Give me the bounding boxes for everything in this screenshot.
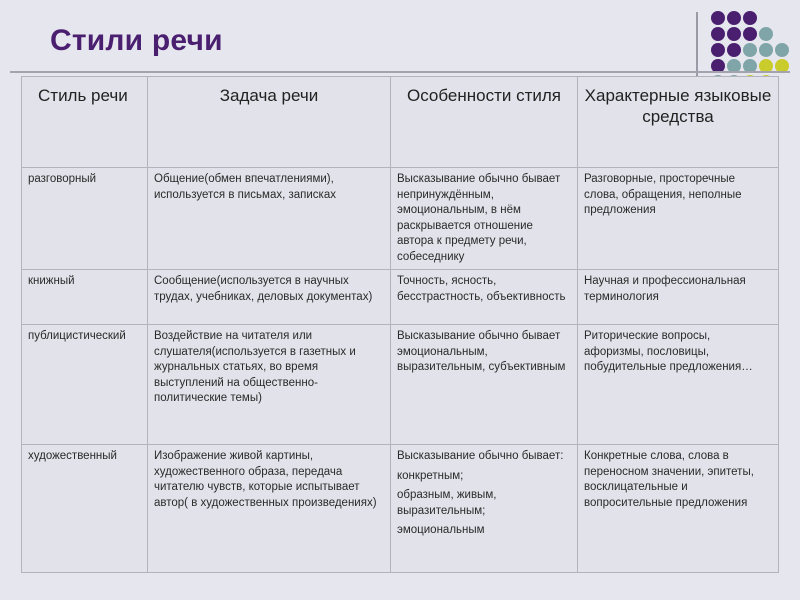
task-cell: Сообщение(используется в научных трудах, учебниках, деловых документах) <box>148 270 391 325</box>
slide-title: Стили речи <box>50 24 223 57</box>
header-means: Характерные языковые средства <box>578 77 779 168</box>
task-cell: Воздействие на читателя или слушателя(используется в газетных и журнальных статьях, во время выступлений на общественно-политические темы) <box>148 325 391 445</box>
table-row <box>22 445 779 573</box>
title-divider <box>10 71 790 73</box>
features-line: образным, живым, выразительным; <box>397 489 497 517</box>
speech-styles-table <box>21 76 779 573</box>
style-cell: книжный <box>22 270 148 325</box>
purple-dot <box>727 11 741 25</box>
header-style: Стиль речи <box>22 77 148 168</box>
style-cell: разговорный <box>22 168 148 270</box>
purple-dot <box>711 11 725 25</box>
task-cell: Общение(обмен впечатлениями), используется в письмах, записках <box>148 168 391 270</box>
purple-dot <box>727 27 741 41</box>
purple-dot <box>743 11 757 25</box>
teal-dot <box>759 43 773 57</box>
table-row <box>22 168 779 270</box>
table-header-row <box>22 77 779 168</box>
style-cell: художественный <box>22 445 148 573</box>
features-cell <box>391 445 578 573</box>
means-cell: Научная и профессиональная терминология <box>578 270 779 325</box>
purple-dot <box>727 43 741 57</box>
features-line: эмоциональным <box>397 524 485 536</box>
purple-dot <box>743 27 757 41</box>
means-cell: Риторические вопросы, афоризмы, пословицы, побудительные предложения… <box>578 325 779 445</box>
teal-dot <box>775 43 789 57</box>
purple-dot <box>711 43 725 57</box>
features-line: конкретным; <box>397 469 464 482</box>
features-cell: Высказывание обычно бывает эмоциональным, выразительным, субъективным <box>391 325 578 445</box>
table-row <box>22 325 779 445</box>
means-cell: Конкретные слова, слова в переносном значении, эпитеты, восклицательные и вопросительные предложения <box>578 445 779 573</box>
style-cell: публицистический <box>22 325 148 445</box>
teal-dot <box>759 27 773 41</box>
features-cell: Высказывание обычно бывает непринуждённым, эмоциональным, в нём раскрывается отношение автора к предмету речи, собеседнику <box>391 168 578 270</box>
features-line: Высказывание обычно бывает: <box>397 450 564 462</box>
table-row <box>22 270 779 325</box>
purple-dot <box>711 27 725 41</box>
header-features: Особенности стиля <box>391 77 578 168</box>
means-cell: Разговорные, просторечные слова, обращения, неполные предложения <box>578 168 779 270</box>
teal-dot <box>743 43 757 57</box>
task-cell: Изображение живой картины, художественного образа, передача читателю чувств, которые испытывает автор( в художественных произведениях) <box>148 445 391 573</box>
features-cell: Точность, ясность, бесстрастность, объективность <box>391 270 578 325</box>
header-task: Задача речи <box>148 77 391 168</box>
